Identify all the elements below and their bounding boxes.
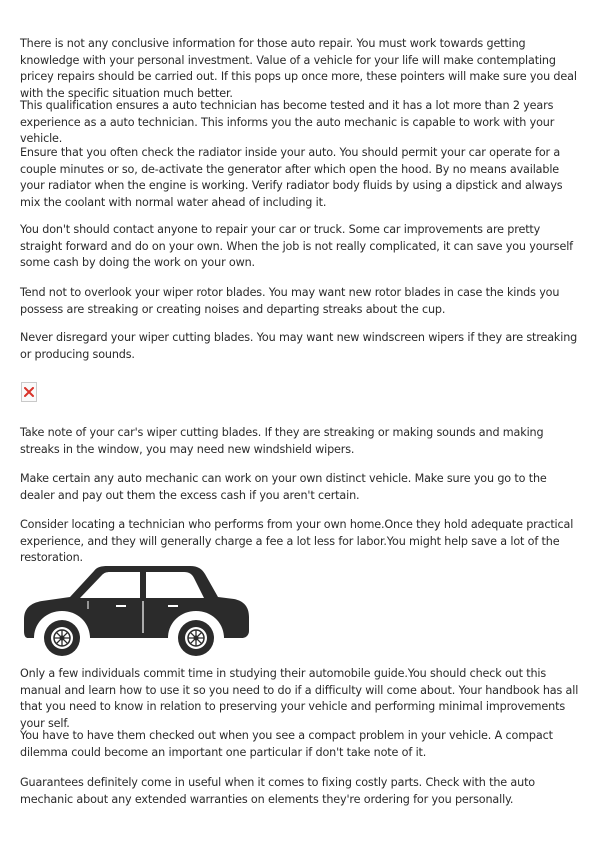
paragraph-6: Never disregard your wiper cutting blades. You may want new windscreen wipers if they are streaking or producing sounds.	[20, 331, 578, 361]
broken-image-icon	[21, 382, 37, 402]
paragraph-3: Ensure that you often check the radiator inside your auto. You should permit your car operate for a couple minutes or so, de-activate the generator after which open the hood. By no means available your radiator when the engine is working. Verify radiator body fluids by using a dipstick and always mix the coolant with normal water ahead of including it.	[20, 146, 563, 209]
paragraph-5: Tend not to overlook your wiper rotor blades. You may want new rotor blades in case the kinds you possess are streaking or creating noises and departing streaks about the cup.	[20, 286, 560, 316]
paragraph-11: You have to have them checked out when you see a compact problem in your vehicle. A compact dilemma could become an important one particular if don't take note of it.	[20, 729, 553, 759]
paragraph-8: Make certain any auto mechanic can work on your own distinct vehicle. Make sure you go to the dealer and pay out them the excess cash if you aren't certain.	[20, 472, 547, 502]
red-x-icon	[24, 387, 34, 397]
front-wheel	[44, 620, 80, 656]
paragraph-10: Only a few individuals commit time in studying their automobile guide.You should check out this manual and learn how to use it so you need to do if a difficulty will come about. Your handbook has all that you need to know in relation to preserving your vehicle and performing minimal improvements your self.	[20, 667, 579, 730]
rear-wheel	[178, 620, 214, 656]
paragraph-4: You don't should contact anyone to repair your car or truck. Some car improvements are pretty straight forward and do on your own. When the job is not really complicated, it can save you yourself some cash by doing the work on your own.	[20, 223, 573, 269]
paragraph-7: Take note of your car's wiper cutting blades. If they are streaking or making sounds and making streaks in the window, you may need new windshield wipers.	[20, 426, 544, 456]
paragraph-9: Consider locating a technician who performs from your own home.Once they hold adequate practical experience, and they will generally charge a fee a lot less for labor.You might help save a lot of the restoration.	[20, 518, 574, 564]
car-silhouette-icon	[18, 563, 254, 657]
paragraph-2: This qualification ensures a auto technician has become tested and it has a lot more than 2 years experience as a auto technician. This informs you the auto mechanic is capable to work with your vehicle.	[20, 99, 555, 145]
paragraph-12: Guarantees definitely come in useful when it comes to fixing costly parts. Check with the auto mechanic about any extended warranties on elements they're ordering for you personally.	[20, 776, 535, 806]
paragraph-1: There is not any conclusive information for those auto repair. You must work towards getting knowledge with your personal investment. Value of a vehicle for your life will make contemplating pricey repairs should be carried out. If this pops up once more, these pointers will make sure you deal with the specific situation much better.	[20, 37, 577, 100]
